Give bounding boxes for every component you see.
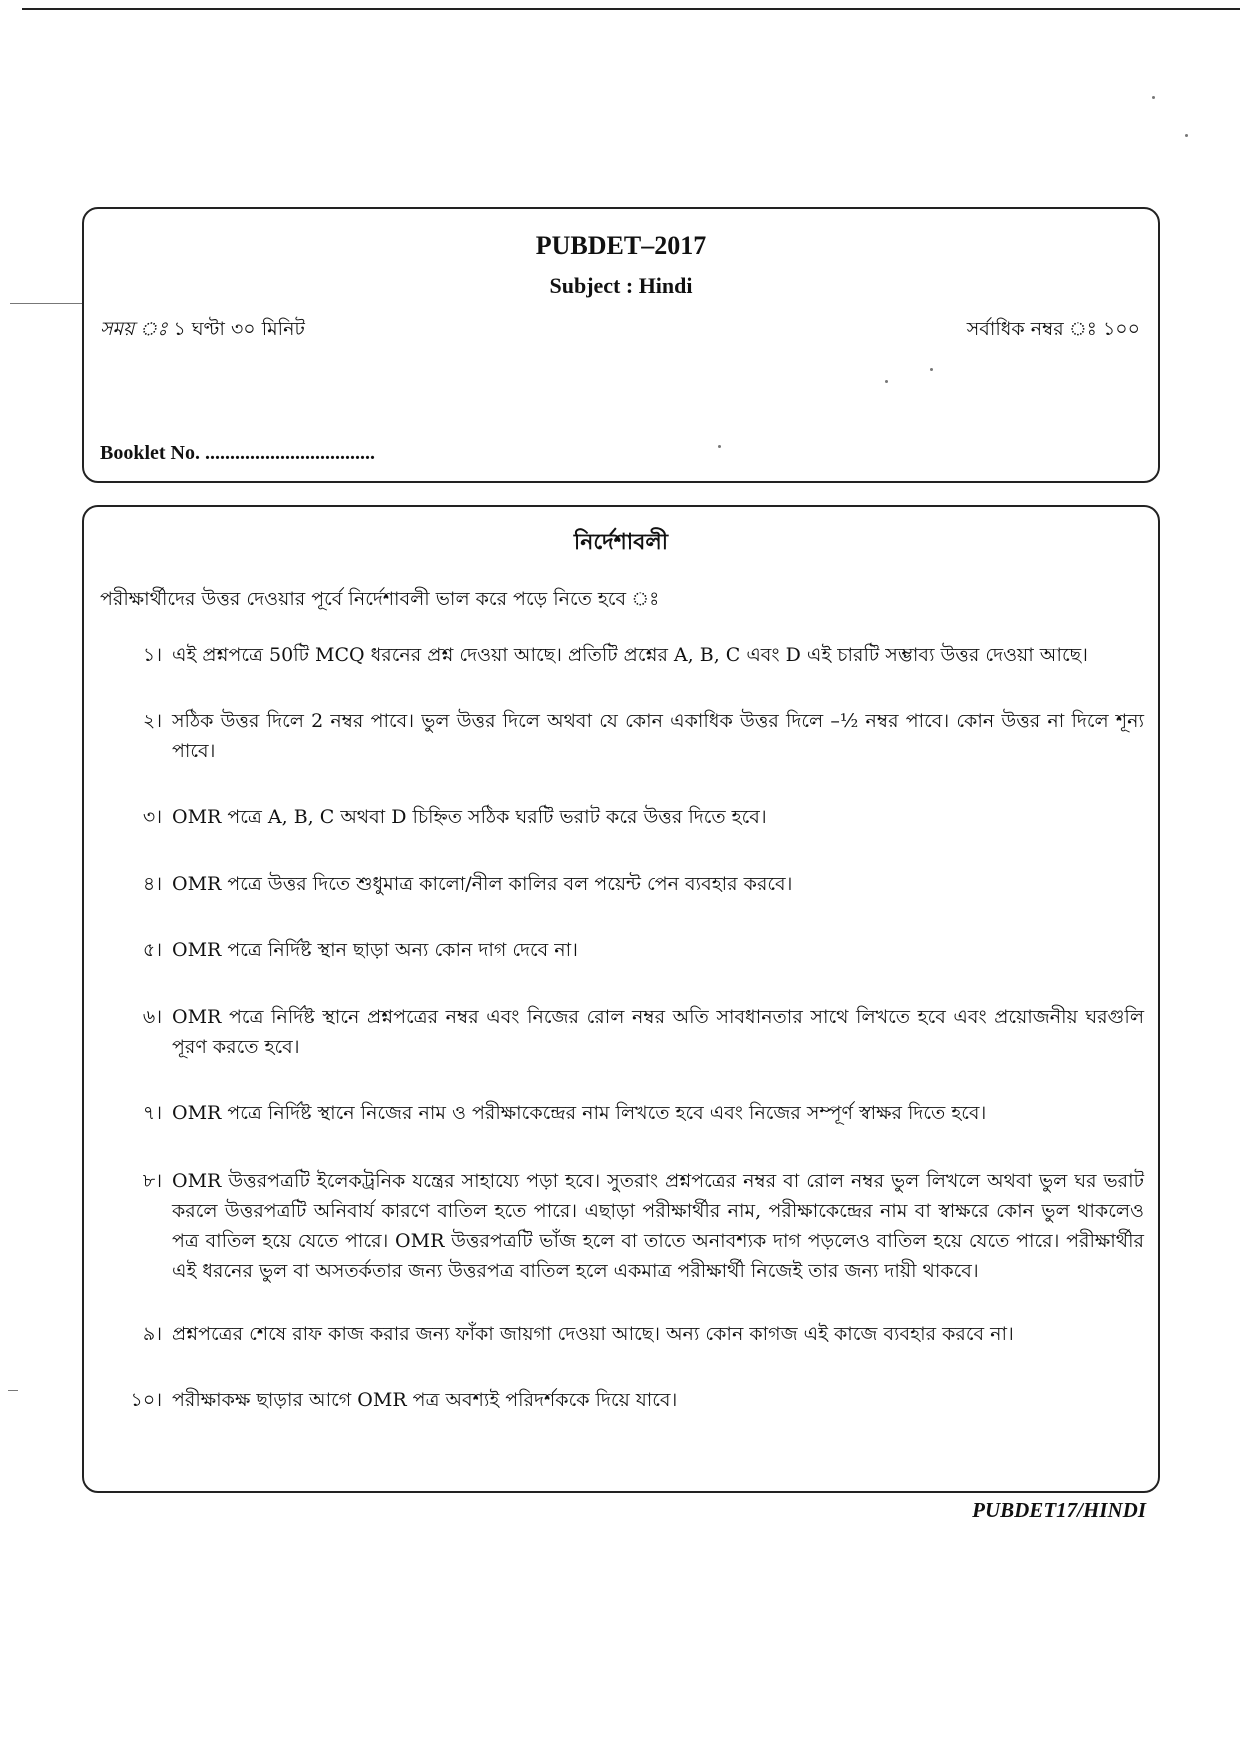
instructions-box xyxy=(82,505,1160,1493)
subject-line: Subject : Hindi xyxy=(549,273,693,298)
instruction-number: ৫। xyxy=(142,939,162,961)
instruction-text: সঠিক উত্তর দিলে 2 নম্বর পাবে। ভুল উত্তর দিলে অথবা যে কোন একাধিক উত্তর দিলে –½ নম্বর পাবে। কোন উত্তর না দিলে শূন্য পাবে। xyxy=(172,710,1144,762)
instruction-text: পরীক্ষাকক্ষ ছাড়ার আগে OMR পত্র অবশ্যই পরিদর্শককে দিয়ে যাবে। xyxy=(172,1389,678,1411)
instruction-item xyxy=(114,1319,1144,1349)
time-label: সময় ঃ xyxy=(100,318,168,340)
instruction-number: ৪। xyxy=(142,873,162,895)
instruction-text: প্রশ্নপত্রের শেষে রাফ কাজ করার জন্য ফাঁকা জায়গা দেওয়া আছে। অন্য কোন কাগজ এই কাজে ব্যবহার করবে না। xyxy=(172,1323,1014,1345)
instruction-number: ৬। xyxy=(142,1006,162,1028)
instruction-text: OMR উত্তরপত্রটি ইলেকট্রনিক যন্ত্রের সাহায্যে পড়া হবে। সুতরাং প্রশ্নপত্রের নম্বর বা রোল নম্বর ভুল লিখলে অথবা ভুল ঘর ভরাট করলে উত্তরপত্রটি অনিবার্য কারণে বাতিল হতে পারে। এছাড়া পরীক্ষার্থীর নাম, পরীক্ষাকেন্দ্রের নাম বা স্বাক্ষরে কোন ভুল থাকলেও পত্র বাতিল হয়ে যেতে পারে। OMR উত্তরপত্রটি ভাঁজ হলে বা তাতে অনাবশ্যক দাগ পড়লেও বাতিল হয়ে যেতে পারে। পরীক্ষার্থীর এই ধরনের ভুল বা অসতর্কতার জন্য উত্তরপত্র বাতিল হলে একমাত্র পরীক্ষার্থী নিজেই তার জন্য দায়ী থাকবে। xyxy=(172,1170,1144,1282)
top-border-rule xyxy=(22,8,1240,10)
instruction-text: এই প্রশ্নপত্রে 50টি MCQ ধরনের প্রশ্ন দেওয়া আছে। প্রতিটি প্রশ্নের A, B, C এবং D এই চারটি সম্ভাব্য উত্তর দেওয়া আছে। xyxy=(172,644,1088,666)
booklet-number-field: Booklet No. .................................. xyxy=(100,442,375,464)
instruction-text: OMR পত্রে নির্দিষ্ট স্থানে প্রশ্নপত্রের নম্বর এবং নিজের রোল নম্বর অতি সাবধানতার সাথে লিখতে হবে এবং প্রয়োজনীয় ঘরগুলি পূরণ করতে হবে। xyxy=(172,1006,1144,1058)
instruction-text: OMR পত্রে উত্তর দিতে শুধুমাত্র কালো/নীল কালির বল পয়েন্ট পেন ব্যবহার করবে। xyxy=(172,873,793,895)
instruction-text: OMR পত্রে A, B, C অথবা D চিহ্নিত সঠিক ঘরটি ভরাট করে উত্তর দিতে হবে। xyxy=(172,806,767,828)
paper-code: PUBDET17/HINDI xyxy=(972,1498,1146,1522)
instruction-number: ৩। xyxy=(142,806,162,828)
instruction-number: ২। xyxy=(142,710,162,732)
instruction-number: ৯। xyxy=(142,1323,162,1345)
exam-title: PUBDET–2017 xyxy=(535,231,707,260)
instruction-number: ১০। xyxy=(130,1389,162,1411)
left-margin-mark xyxy=(10,303,82,304)
instruction-text: OMR পত্রে নির্দিষ্ট স্থানে নিজের নাম ও পরীক্ষাকেন্দ্রের নাম লিখতে হবে এবং নিজের সম্পূর্ণ স্বাক্ষর দিতে হবে। xyxy=(172,1102,987,1124)
full-marks: সর্বাধিক নম্বর ঃ ১০০ xyxy=(966,318,1140,340)
instruction-item xyxy=(114,640,1144,670)
instruction-item xyxy=(114,1002,1144,1062)
instruction-number: ৭। xyxy=(142,1102,162,1124)
instruction-text: OMR পত্রে নির্দিষ্ট স্থান ছাড়া অন্য কোন দাগ দেবে না। xyxy=(172,939,578,961)
instruction-item xyxy=(114,1385,1144,1415)
instruction-number: ৮। xyxy=(142,1170,162,1192)
instructions-heading: নির্দেশাবলী xyxy=(573,529,669,555)
scan-speck xyxy=(1152,96,1155,99)
instruction-item xyxy=(114,802,1144,832)
scan-speck xyxy=(1185,134,1188,137)
instruction-item xyxy=(114,1166,1144,1286)
instruction-item xyxy=(114,935,1144,965)
instruction-item xyxy=(114,1098,1144,1128)
instruction-number: ১। xyxy=(142,644,162,666)
time-allowed xyxy=(100,315,305,347)
instructions-intro: পরীক্ষার্থীদের উত্তর দেওয়ার পূর্বে নির্দেশাবলী ভাল করে পড়ে নিতে হবে ঃ xyxy=(100,588,660,610)
instruction-item xyxy=(114,869,1144,899)
left-margin-tick xyxy=(8,1390,18,1391)
time-value: ১ ঘণ্টা ৩০ মিনিট xyxy=(173,318,305,340)
instruction-item xyxy=(114,706,1144,766)
exam-header-box xyxy=(82,207,1160,483)
